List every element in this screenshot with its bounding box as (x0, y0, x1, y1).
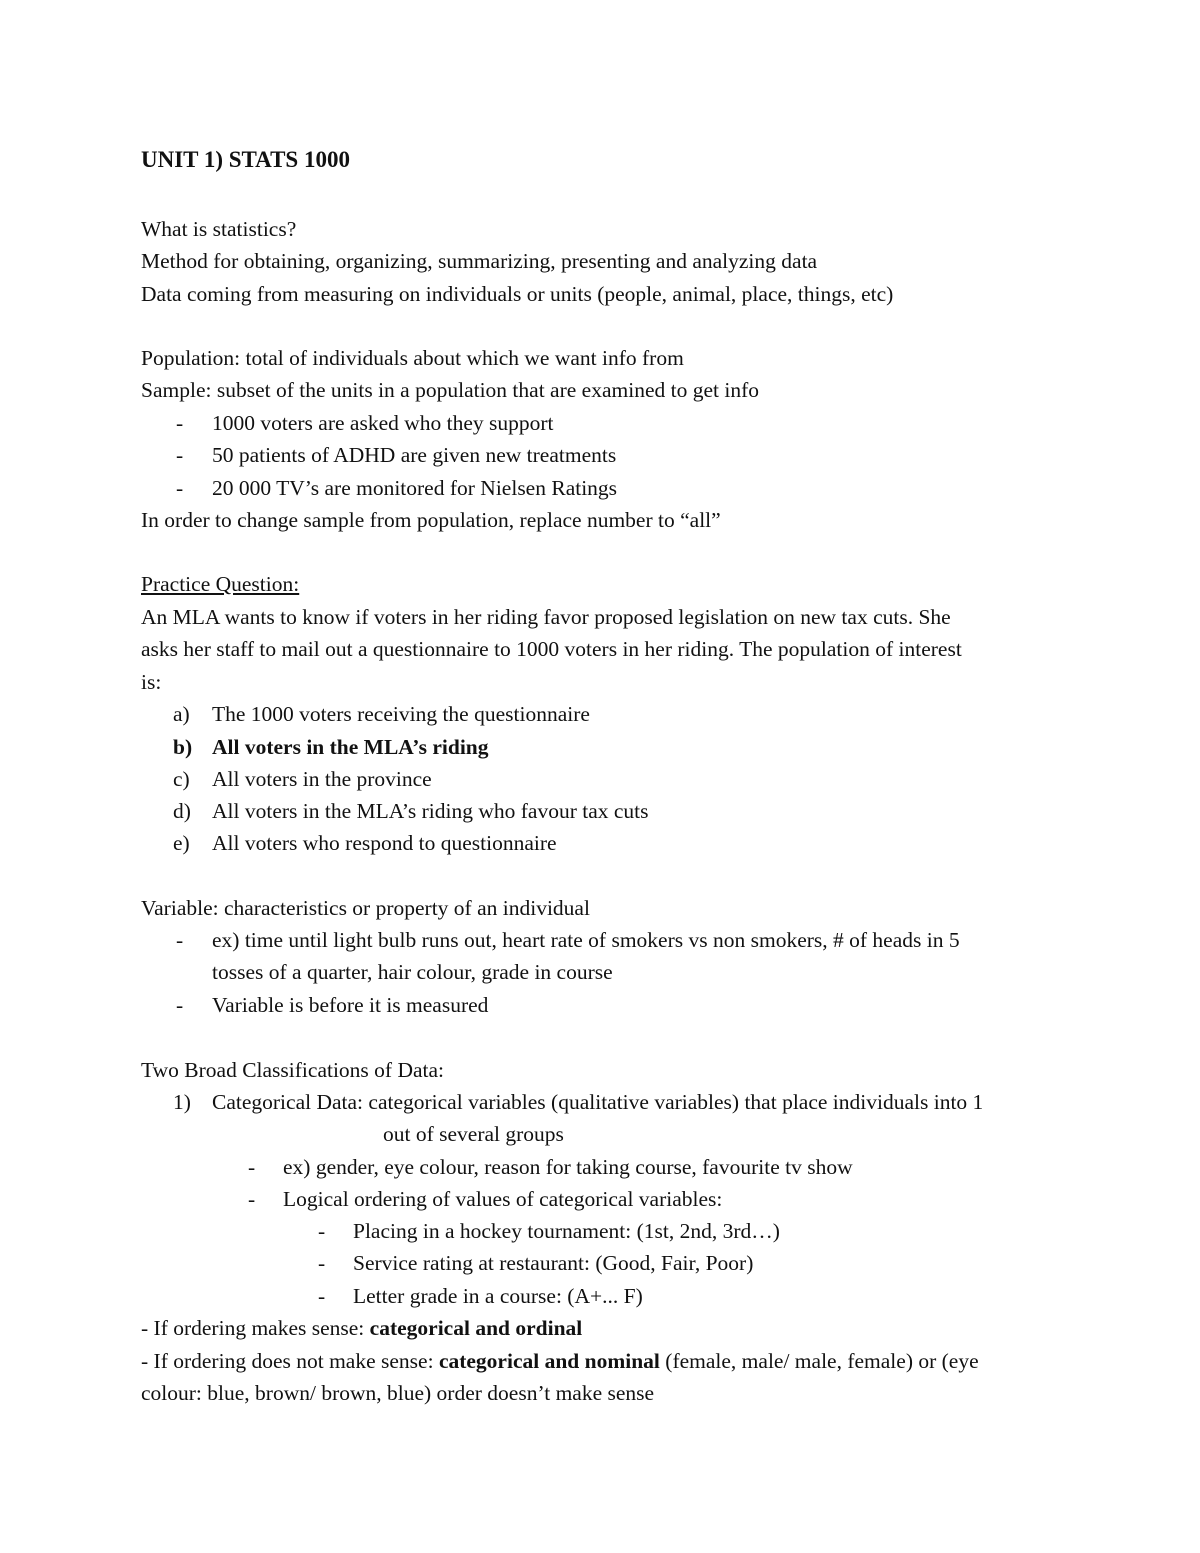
sample-example-3: 20 000 TV’s are monitored for Nielsen Ratings (212, 476, 618, 500)
practice-question-line-3: is: (141, 670, 162, 694)
nominal-line (141, 1348, 979, 1374)
ordering-example-2: Service rating at restaurant: (Good, Fair, Poor) (353, 1251, 754, 1275)
variable-example-line-1: ex) time until light bulb runs out, heart rate of smokers vs non smokers, # of heads in 5 (212, 928, 960, 952)
categorical-example: ex) gender, eye colour, reason for taking course, favourite tv show (283, 1155, 853, 1179)
bullet-marker: - (176, 443, 184, 467)
sample-note: In order to change sample from population, replace number to “all” (141, 508, 721, 532)
intro-line-1: Method for obtaining, organizing, summarizing, presenting and analyzing data (141, 249, 818, 273)
ordering-example-1: Placing in a hockey tournament: (1st, 2nd, 3rd…) (353, 1219, 780, 1243)
bullet-marker: - (248, 1155, 256, 1179)
nominal-term: categorical and nominal (438, 1349, 660, 1373)
bullet-marker: - (248, 1187, 256, 1211)
option-b-correct: All voters in the MLA’s riding (212, 735, 489, 759)
bullet-marker: - (176, 928, 184, 952)
bullet-marker: - (318, 1219, 326, 1243)
item-number-1: 1) (173, 1090, 191, 1114)
variable-example-line-2: tosses of a quarter, hair colour, grade in course (212, 960, 613, 984)
nominal-prefix: - If ordering does not make sense: (141, 1349, 439, 1373)
option-label-c: c) (173, 767, 190, 791)
option-label-a: a) (173, 702, 190, 726)
bullet-marker: - (318, 1284, 326, 1308)
ordinal-term: categorical and ordinal (369, 1316, 583, 1340)
bullet-marker: - (176, 993, 184, 1017)
sample-definition: Sample: subset of the units in a population that are examined to get info (141, 378, 759, 402)
categorical-data-line-1: Categorical Data: categorical variables (qualitative variables) that place individuals into 1 (212, 1090, 984, 1114)
practice-heading: Practice Question: (141, 572, 300, 596)
nominal-suffix: (female, male/ male, female) or (eye (659, 1349, 979, 1373)
practice-question-line-2: asks her staff to mail out a questionnaire to 1000 voters in her riding. The population of interest (141, 637, 962, 661)
classifications-heading: Two Broad Classifications of Data: (141, 1058, 445, 1082)
sample-example-2: 50 patients of ADHD are given new treatments (212, 443, 617, 467)
ordinal-prefix: - If ordering makes sense: (141, 1316, 370, 1340)
option-c: All voters in the province (212, 767, 432, 791)
categorical-data-line-2: out of several groups (383, 1122, 564, 1146)
option-label-b: b) (173, 735, 193, 759)
variable-definition: Variable: characteristics or property of an individual (141, 896, 590, 920)
bullet-marker: - (176, 476, 184, 500)
page-title: UNIT 1) STATS 1000 (141, 147, 350, 172)
practice-question-line-1: An MLA wants to know if voters in her riding favor proposed legislation on new tax cuts. She (141, 605, 951, 629)
population-definition: Population: total of individuals about which we want info from (141, 346, 684, 370)
option-d: All voters in the MLA’s riding who favour tax cuts (212, 799, 649, 823)
variable-note: Variable is before it is measured (212, 993, 489, 1017)
nominal-line-2: colour: blue, brown/ brown, blue) order doesn’t make sense (141, 1381, 655, 1405)
intro-line-2: Data coming from measuring on individuals or units (people, animal, place, things, etc) (141, 282, 894, 306)
option-label-d: d) (173, 799, 191, 823)
intro-question: What is statistics? (141, 217, 297, 241)
bullet-marker: - (318, 1251, 326, 1275)
bullet-marker: - (176, 411, 184, 435)
ordinal-line (141, 1315, 582, 1341)
option-e: All voters who respond to questionnaire (212, 831, 557, 855)
logical-ordering: Logical ordering of values of categorical variables: (283, 1187, 723, 1211)
option-label-e: e) (173, 831, 190, 855)
ordering-example-3: Letter grade in a course: (A+... F) (353, 1284, 643, 1308)
option-a: The 1000 voters receiving the questionnaire (212, 702, 590, 726)
sample-example-1: 1000 voters are asked who they support (212, 411, 554, 435)
